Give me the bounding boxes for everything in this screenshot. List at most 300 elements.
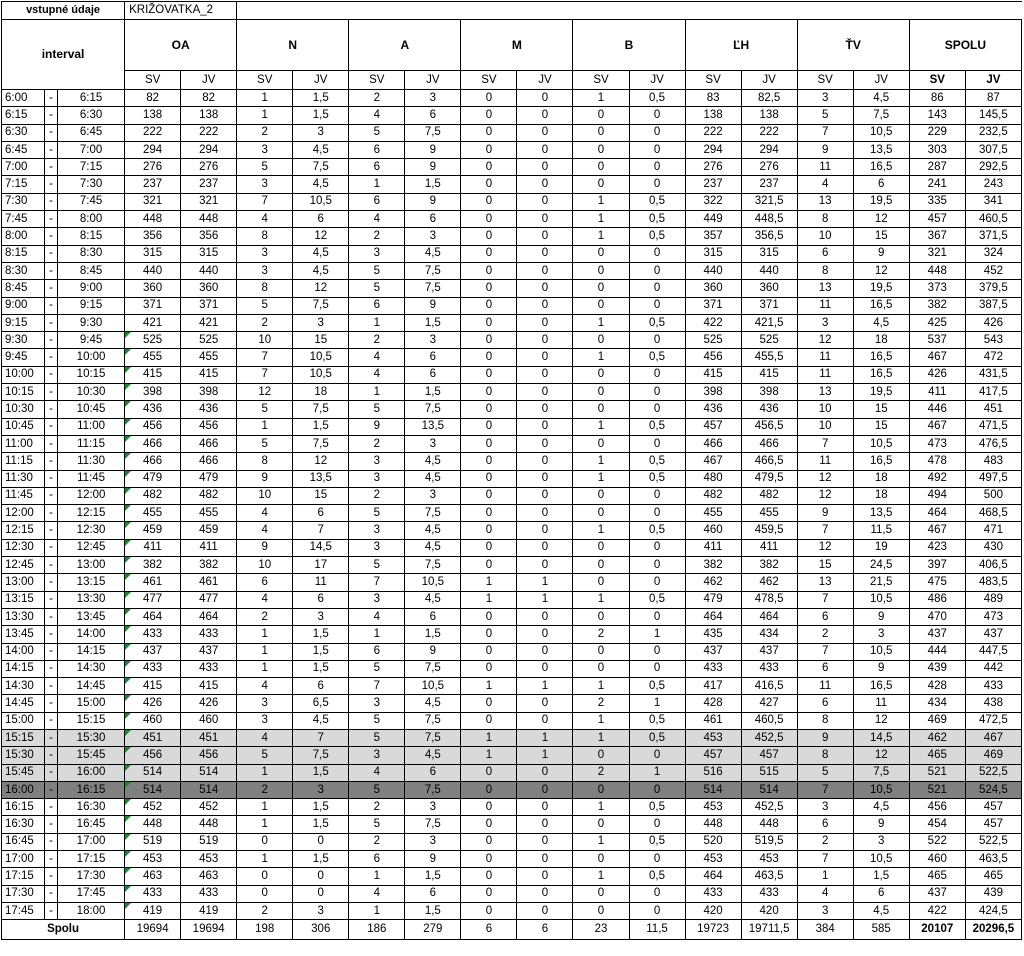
value-cell: 0 xyxy=(461,487,517,504)
interval-cell: 6:30 xyxy=(2,124,45,141)
value-cell: 482 xyxy=(181,487,237,504)
sub-header: JV xyxy=(629,71,685,90)
value-cell: 0 xyxy=(461,141,517,158)
value-cell: 456 xyxy=(125,418,181,435)
value-cell: 442 xyxy=(965,660,1021,677)
value-cell: 435 xyxy=(685,626,741,643)
value-cell: 0 xyxy=(237,868,293,885)
value-cell: 6 xyxy=(797,245,853,262)
value-cell: 143 xyxy=(909,107,965,124)
value-cell: 0 xyxy=(461,332,517,349)
value-cell: 315 xyxy=(685,245,741,262)
value-cell: 0 xyxy=(629,107,685,124)
value-cell: 10,5 xyxy=(405,678,461,695)
value-cell: 294 xyxy=(125,141,181,158)
total-cell: 186 xyxy=(349,920,405,940)
value-cell: 419 xyxy=(181,902,237,919)
value-cell: 1,5 xyxy=(293,764,349,781)
value-cell: 440 xyxy=(685,262,741,279)
value-cell: 0 xyxy=(573,902,629,919)
value-cell: 3 xyxy=(405,435,461,452)
value-cell: 1 xyxy=(517,678,573,695)
value-cell: 1 xyxy=(573,678,629,695)
value-cell: 0 xyxy=(237,833,293,850)
value-cell: 12 xyxy=(797,487,853,504)
value-cell: 1,5 xyxy=(405,902,461,919)
value-cell: 482 xyxy=(125,487,181,504)
value-cell: 11 xyxy=(293,574,349,591)
value-cell: 419 xyxy=(125,902,181,919)
value-cell: 1,5 xyxy=(405,176,461,193)
interval-cell: - xyxy=(45,764,58,781)
value-cell: 2 xyxy=(349,90,405,107)
value-cell: 19 xyxy=(853,539,909,556)
interval-cell: 11:15 xyxy=(2,453,45,470)
value-cell: 452,5 xyxy=(741,729,797,746)
interval-cell: - xyxy=(45,228,58,245)
total-cell: 19723 xyxy=(685,920,741,940)
value-cell: 519 xyxy=(181,833,237,850)
value-cell: 497,5 xyxy=(965,470,1021,487)
value-cell: 13,5 xyxy=(853,505,909,522)
value-cell: 0 xyxy=(629,885,685,902)
value-cell: 460 xyxy=(685,522,741,539)
value-cell: 486 xyxy=(909,591,965,608)
value-cell: 471,5 xyxy=(965,418,1021,435)
interval-cell: - xyxy=(45,314,58,331)
value-cell: 0 xyxy=(461,643,517,660)
value-cell: 492 xyxy=(909,470,965,487)
value-cell: 461 xyxy=(685,712,741,729)
value-cell: 448,5 xyxy=(741,211,797,228)
value-cell: 428 xyxy=(685,695,741,712)
value-cell: 7,5 xyxy=(405,262,461,279)
value-cell: 82 xyxy=(125,90,181,107)
value-cell: 452 xyxy=(125,799,181,816)
value-cell: 0 xyxy=(517,816,573,833)
value-cell: 6 xyxy=(349,159,405,176)
value-cell: 0 xyxy=(573,401,629,418)
value-cell: 0 xyxy=(517,885,573,902)
value-cell: 5 xyxy=(237,747,293,764)
value-cell: 483 xyxy=(965,453,1021,470)
interval-cell: 12:00 xyxy=(58,487,125,504)
value-cell: 0 xyxy=(517,505,573,522)
value-cell: 0 xyxy=(573,660,629,677)
value-cell: 1 xyxy=(573,90,629,107)
value-cell: 0 xyxy=(461,262,517,279)
interval-cell: 15:00 xyxy=(58,695,125,712)
total-cell: 23 xyxy=(573,920,629,940)
value-cell: 494 xyxy=(909,487,965,504)
value-cell: 7,5 xyxy=(293,435,349,452)
value-cell: 426 xyxy=(181,695,237,712)
value-cell: 1 xyxy=(573,591,629,608)
value-cell: 521 xyxy=(909,764,965,781)
value-cell: 0 xyxy=(573,366,629,383)
total-cell: 279 xyxy=(405,920,461,940)
sub-header: SV xyxy=(685,71,741,90)
interval-cell: 16:30 xyxy=(2,816,45,833)
value-cell: 4,5 xyxy=(853,314,909,331)
value-cell: 8 xyxy=(237,453,293,470)
value-cell: 321 xyxy=(181,193,237,210)
value-cell: 0 xyxy=(573,280,629,297)
value-cell: 6 xyxy=(293,211,349,228)
value-cell: 371,5 xyxy=(965,228,1021,245)
interval-cell: - xyxy=(45,141,58,158)
value-cell: 1 xyxy=(237,660,293,677)
value-cell: 514 xyxy=(741,781,797,798)
interval-cell: 13:45 xyxy=(2,626,45,643)
interval-cell: - xyxy=(45,176,58,193)
interval-cell: 11:45 xyxy=(58,470,125,487)
value-cell: 0 xyxy=(629,384,685,401)
interval-cell: 14:30 xyxy=(2,678,45,695)
value-cell: 0 xyxy=(573,643,629,660)
value-cell: 16,5 xyxy=(853,349,909,366)
value-cell: 0 xyxy=(517,851,573,868)
value-cell: 11 xyxy=(797,297,853,314)
value-cell: 2 xyxy=(349,332,405,349)
interval-cell: 11:00 xyxy=(58,418,125,435)
value-cell: 0 xyxy=(517,401,573,418)
value-cell: 13 xyxy=(797,384,853,401)
total-cell: 6 xyxy=(461,920,517,940)
value-cell: 459 xyxy=(181,522,237,539)
value-cell: 433 xyxy=(685,885,741,902)
value-cell: 4 xyxy=(349,366,405,383)
value-cell: 13,5 xyxy=(405,418,461,435)
value-cell: 2 xyxy=(237,902,293,919)
interval-cell: 14:30 xyxy=(58,660,125,677)
value-cell: 21,5 xyxy=(853,574,909,591)
value-cell: 18 xyxy=(853,487,909,504)
value-cell: 3 xyxy=(237,262,293,279)
interval-cell: 8:00 xyxy=(2,228,45,245)
interval-cell: 14:00 xyxy=(58,626,125,643)
value-cell: 0 xyxy=(573,816,629,833)
interval-cell: 13:45 xyxy=(58,608,125,625)
value-cell: 379,5 xyxy=(965,280,1021,297)
value-cell: 6 xyxy=(237,574,293,591)
value-cell: 10 xyxy=(237,487,293,504)
value-cell: 462 xyxy=(685,574,741,591)
value-cell: 464 xyxy=(685,868,741,885)
interval-cell: - xyxy=(45,470,58,487)
interval-cell: - xyxy=(45,487,58,504)
value-cell: 478,5 xyxy=(741,591,797,608)
value-cell: 463,5 xyxy=(965,851,1021,868)
value-cell: 0 xyxy=(573,747,629,764)
value-cell: 9 xyxy=(405,193,461,210)
value-cell: 0 xyxy=(629,816,685,833)
interval-cell: - xyxy=(45,384,58,401)
value-cell: 0 xyxy=(629,245,685,262)
interval-cell: - xyxy=(45,211,58,228)
traffic-count-table xyxy=(1,1,1022,940)
value-cell: 3 xyxy=(349,747,405,764)
value-cell: 8 xyxy=(797,262,853,279)
table-row xyxy=(2,833,1022,850)
value-cell: 468,5 xyxy=(965,505,1021,522)
interval-cell: 9:15 xyxy=(2,314,45,331)
value-cell: 0 xyxy=(629,539,685,556)
value-cell: 448 xyxy=(181,211,237,228)
value-cell: 82,5 xyxy=(741,90,797,107)
value-cell: 466 xyxy=(741,435,797,452)
value-cell: 3 xyxy=(853,833,909,850)
value-cell: 0 xyxy=(461,799,517,816)
value-cell: 2 xyxy=(237,781,293,798)
value-cell: 4 xyxy=(349,764,405,781)
interval-cell: - xyxy=(45,90,58,107)
value-cell: 356 xyxy=(181,228,237,245)
input-data-label: vstupné údaje xyxy=(2,2,125,20)
value-cell: 3 xyxy=(349,470,405,487)
value-cell: 6 xyxy=(349,297,405,314)
interval-cell: 11:00 xyxy=(2,435,45,452)
value-cell: 5 xyxy=(349,280,405,297)
sub-header: SV xyxy=(573,71,629,90)
value-cell: 0 xyxy=(461,211,517,228)
value-cell: 0 xyxy=(629,366,685,383)
interval-cell: 17:30 xyxy=(2,885,45,902)
interval-cell: 17:45 xyxy=(2,902,45,919)
interval-cell: - xyxy=(45,522,58,539)
value-cell: 421 xyxy=(181,314,237,331)
value-cell: 13 xyxy=(797,574,853,591)
value-cell: 4,5 xyxy=(405,747,461,764)
value-cell: 3 xyxy=(293,124,349,141)
value-cell: 464 xyxy=(125,608,181,625)
interval-cell: - xyxy=(45,297,58,314)
value-cell: 0 xyxy=(461,557,517,574)
table-row xyxy=(2,349,1022,366)
value-cell: 356 xyxy=(125,228,181,245)
value-cell: 4 xyxy=(349,608,405,625)
value-cell: 543 xyxy=(965,332,1021,349)
value-cell: 437 xyxy=(909,885,965,902)
value-cell: 237 xyxy=(181,176,237,193)
value-cell: 6 xyxy=(405,764,461,781)
value-cell: 0 xyxy=(461,539,517,556)
value-cell: 0 xyxy=(517,228,573,245)
value-cell: 6 xyxy=(293,591,349,608)
interval-cell: - xyxy=(45,626,58,643)
interval-cell: 17:30 xyxy=(58,868,125,885)
value-cell: 416,5 xyxy=(741,678,797,695)
value-cell: 7,5 xyxy=(293,297,349,314)
value-cell: 8 xyxy=(237,228,293,245)
value-cell: 0 xyxy=(573,505,629,522)
value-cell: 424,5 xyxy=(965,902,1021,919)
interval-cell: 9:30 xyxy=(2,332,45,349)
value-cell: 0 xyxy=(629,141,685,158)
value-cell: 0 xyxy=(517,332,573,349)
value-cell: 411 xyxy=(909,384,965,401)
interval-cell: 10:15 xyxy=(2,384,45,401)
value-cell: 360 xyxy=(741,280,797,297)
value-cell: 1 xyxy=(573,729,629,746)
value-cell: 421,5 xyxy=(741,314,797,331)
table-row xyxy=(2,626,1022,643)
value-cell: 436 xyxy=(741,401,797,418)
value-cell: 2 xyxy=(349,833,405,850)
table-row xyxy=(2,574,1022,591)
value-cell: 360 xyxy=(125,280,181,297)
interval-cell: 8:00 xyxy=(58,211,125,228)
value-cell: 7 xyxy=(797,435,853,452)
value-cell: 4,5 xyxy=(293,176,349,193)
total-cell: 20296,5 xyxy=(965,920,1021,940)
value-cell: 1 xyxy=(237,418,293,435)
value-cell: 11 xyxy=(853,695,909,712)
value-cell: 292,5 xyxy=(965,159,1021,176)
value-cell: 525 xyxy=(125,332,181,349)
value-cell: 0 xyxy=(461,384,517,401)
value-cell: 287 xyxy=(909,159,965,176)
interval-cell: - xyxy=(45,453,58,470)
value-cell: 1 xyxy=(629,695,685,712)
value-cell: 463,5 xyxy=(741,868,797,885)
value-cell: 6 xyxy=(349,851,405,868)
interval-cell: 15:45 xyxy=(58,747,125,764)
value-cell: 0 xyxy=(517,695,573,712)
value-cell: 437 xyxy=(741,643,797,660)
value-cell: 5 xyxy=(349,124,405,141)
value-cell: 9 xyxy=(405,643,461,660)
value-cell: 0 xyxy=(573,851,629,868)
value-cell: 138 xyxy=(741,107,797,124)
value-cell: 9 xyxy=(237,470,293,487)
value-cell: 457 xyxy=(685,747,741,764)
value-cell: 7,5 xyxy=(853,764,909,781)
value-cell: 464 xyxy=(181,608,237,625)
value-cell: 1 xyxy=(461,591,517,608)
interval-cell: 6:15 xyxy=(2,107,45,124)
value-cell: 467 xyxy=(909,418,965,435)
value-cell: 7,5 xyxy=(853,107,909,124)
value-cell: 12 xyxy=(293,453,349,470)
group-header: N xyxy=(237,20,349,71)
value-cell: 439 xyxy=(909,660,965,677)
value-cell: 2 xyxy=(237,314,293,331)
interval-cell: 9:15 xyxy=(58,297,125,314)
value-cell: 7,5 xyxy=(405,816,461,833)
value-cell: 0 xyxy=(517,470,573,487)
value-cell: 452,5 xyxy=(741,799,797,816)
value-cell: 0 xyxy=(517,349,573,366)
value-cell: 138 xyxy=(685,107,741,124)
value-cell: 469 xyxy=(909,712,965,729)
value-cell: 7 xyxy=(797,643,853,660)
interval-cell: 12:45 xyxy=(2,557,45,574)
value-cell: 0 xyxy=(461,833,517,850)
value-cell: 516 xyxy=(685,764,741,781)
value-cell: 2 xyxy=(349,228,405,245)
value-cell: 411 xyxy=(685,539,741,556)
value-cell: 10,5 xyxy=(853,851,909,868)
value-cell: 421 xyxy=(125,314,181,331)
interval-cell: - xyxy=(45,591,58,608)
value-cell: 222 xyxy=(741,124,797,141)
interval-cell: 6:45 xyxy=(58,124,125,141)
value-cell: 457 xyxy=(965,816,1021,833)
value-cell: 420 xyxy=(741,902,797,919)
value-cell: 464 xyxy=(909,505,965,522)
value-cell: 1 xyxy=(517,574,573,591)
value-cell: 3 xyxy=(405,332,461,349)
value-cell: 9 xyxy=(405,297,461,314)
value-cell: 0 xyxy=(461,522,517,539)
value-cell: 1 xyxy=(349,902,405,919)
value-cell: 0 xyxy=(461,435,517,452)
value-cell: 460 xyxy=(125,712,181,729)
interval-cell: 10:00 xyxy=(58,349,125,366)
table-row xyxy=(2,505,1022,522)
sub-header: JV xyxy=(853,71,909,90)
value-cell: 315 xyxy=(741,245,797,262)
table-row xyxy=(2,781,1022,798)
value-cell: 0,5 xyxy=(629,211,685,228)
value-cell: 229 xyxy=(909,124,965,141)
value-cell: 425 xyxy=(909,314,965,331)
value-cell: 1 xyxy=(573,712,629,729)
total-cell: 306 xyxy=(293,920,349,940)
value-cell: 440 xyxy=(181,262,237,279)
value-cell: 0 xyxy=(517,280,573,297)
value-cell: 357 xyxy=(685,228,741,245)
value-cell: 3 xyxy=(237,712,293,729)
value-cell: 500 xyxy=(965,487,1021,504)
value-cell: 455 xyxy=(181,505,237,522)
value-cell: 7,5 xyxy=(405,557,461,574)
value-cell: 0 xyxy=(461,418,517,435)
table-row xyxy=(2,522,1022,539)
value-cell: 14,5 xyxy=(293,539,349,556)
value-cell: 382 xyxy=(741,557,797,574)
interval-cell: 16:30 xyxy=(58,799,125,816)
value-cell: 17 xyxy=(293,557,349,574)
value-cell: 397 xyxy=(909,557,965,574)
value-cell: 3 xyxy=(405,487,461,504)
value-cell: 471 xyxy=(965,522,1021,539)
value-cell: 19,5 xyxy=(853,384,909,401)
group-header: SPOLU xyxy=(909,20,1021,71)
interval-cell: 16:15 xyxy=(2,799,45,816)
value-cell: 341 xyxy=(965,193,1021,210)
interval-header: interval xyxy=(2,20,125,90)
value-cell: 10 xyxy=(237,332,293,349)
value-cell: 16,5 xyxy=(853,453,909,470)
value-cell: 0 xyxy=(461,851,517,868)
interval-cell: 13:00 xyxy=(2,574,45,591)
value-cell: 525 xyxy=(685,332,741,349)
value-cell: 335 xyxy=(909,193,965,210)
value-cell: 0,5 xyxy=(629,314,685,331)
interval-cell: - xyxy=(45,643,58,660)
value-cell: 6 xyxy=(405,885,461,902)
value-cell: 10,5 xyxy=(853,643,909,660)
value-cell: 237 xyxy=(741,176,797,193)
value-cell: 13,5 xyxy=(293,470,349,487)
value-cell: 473 xyxy=(909,435,965,452)
value-cell: 1 xyxy=(237,851,293,868)
value-cell: 0 xyxy=(517,557,573,574)
value-cell: 7 xyxy=(293,522,349,539)
interval-cell: 13:00 xyxy=(58,557,125,574)
